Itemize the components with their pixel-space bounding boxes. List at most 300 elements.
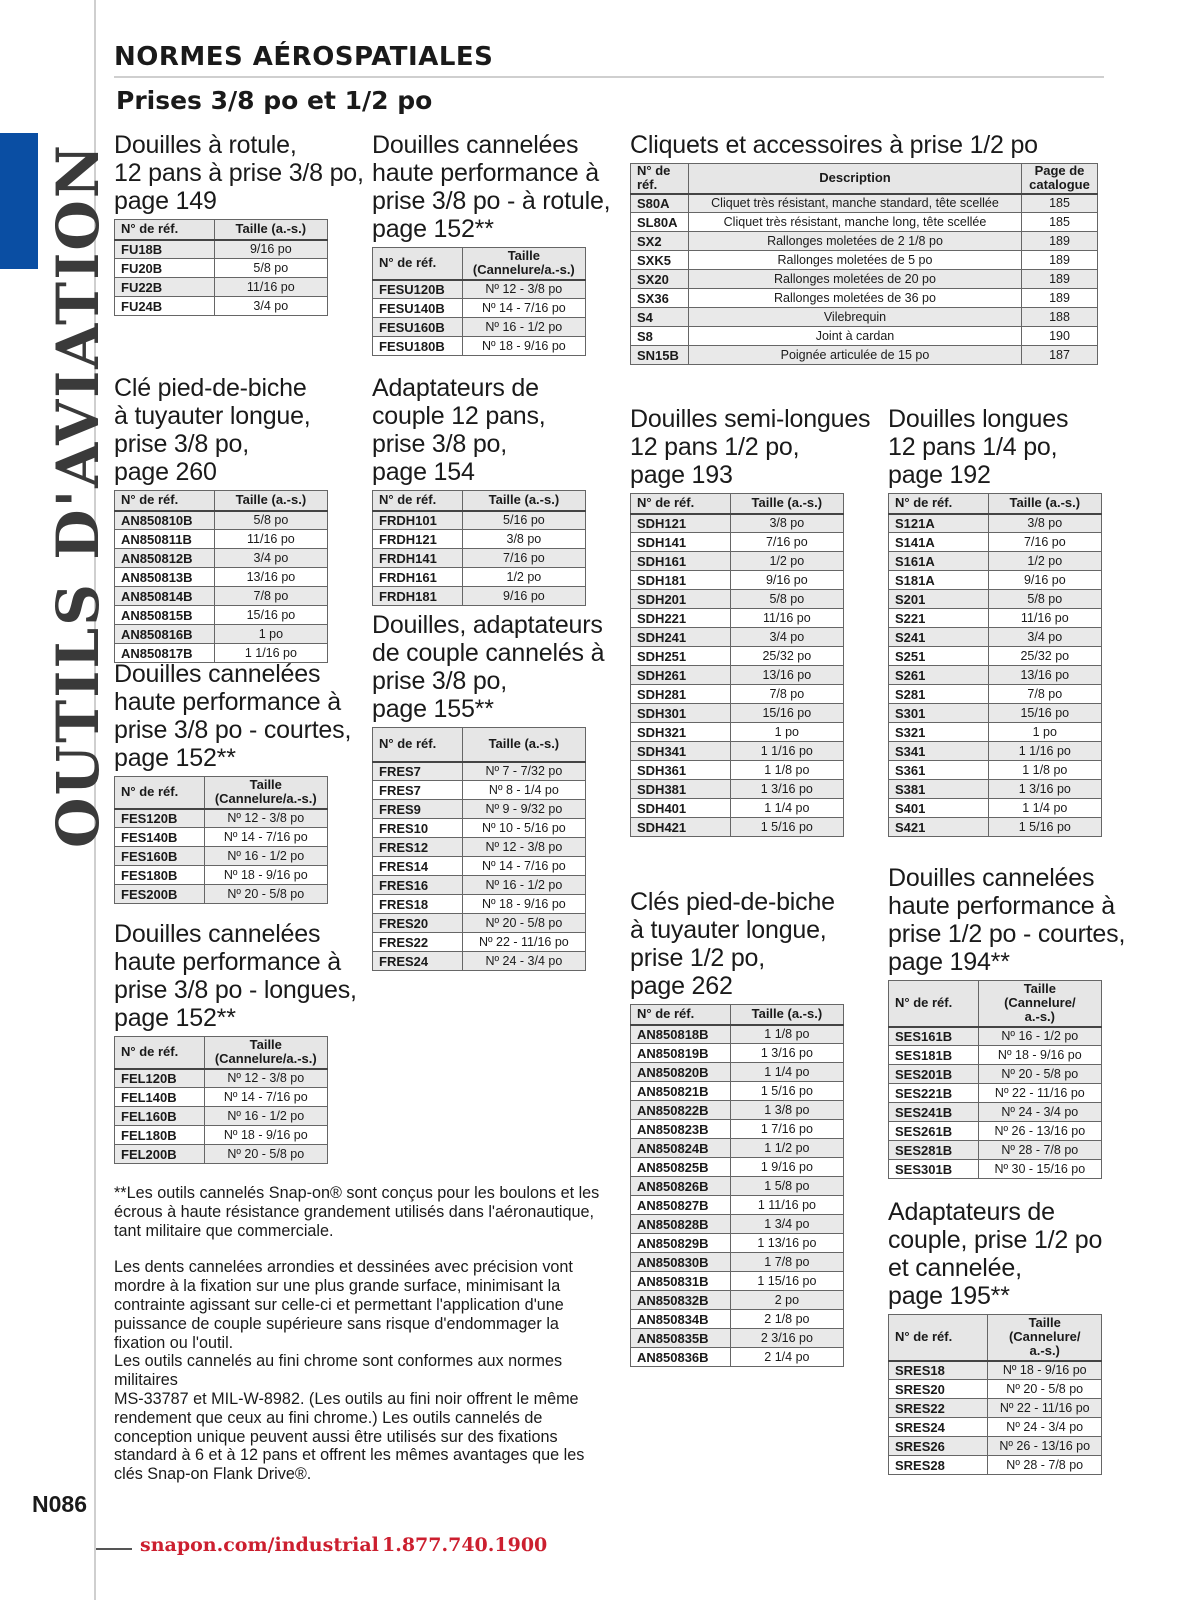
size-cell: Nº 22 - 11/16 po (978, 1084, 1101, 1103)
block-title (372, 131, 610, 243)
table-an38 (114, 490, 328, 663)
table-row (373, 511, 586, 530)
part-number-cell: S361 (889, 761, 989, 780)
block-title (630, 405, 870, 489)
block-an12 (630, 888, 844, 1367)
table-row (889, 1160, 1102, 1179)
table-row (631, 780, 844, 799)
part-number-cell: AN850830B (631, 1253, 731, 1272)
table-row (115, 1145, 328, 1164)
table-header-row (631, 164, 1098, 194)
table-row (889, 1065, 1102, 1084)
part-number-cell: FEL140B (115, 1088, 205, 1107)
part-number-cell: SL80A (631, 213, 689, 232)
part-number-cell: FU20B (115, 259, 215, 278)
size-cell: 7/8 po (988, 685, 1101, 704)
table-row (631, 232, 1098, 251)
part-number-cell: S381 (889, 780, 989, 799)
table-row (631, 1215, 844, 1234)
description-cell: Rallonges moletées de 2 1/8 po (688, 232, 1021, 251)
column-header (462, 491, 585, 511)
size-cell: 1 1/8 po (730, 761, 843, 780)
table-header-row (631, 1005, 844, 1025)
part-number-cell: AN850828B (631, 1215, 731, 1234)
part-number-cell: AN850832B (631, 1291, 731, 1310)
block-title (630, 888, 844, 1000)
table-row (631, 1310, 844, 1329)
table-row (889, 666, 1102, 685)
title-line: page 192 (888, 461, 991, 489)
table-row (631, 590, 844, 609)
title-line: haute performance à (114, 948, 341, 976)
table-row (889, 780, 1102, 799)
header-text: N° de réf. (121, 1044, 179, 1060)
table-row (631, 1234, 844, 1253)
header-text: Page de (1034, 163, 1085, 179)
size-cell: 3/4 po (730, 628, 843, 647)
part-number-cell: SN15B (631, 346, 689, 365)
part-number-cell: FRES10 (373, 819, 463, 838)
table-row (631, 1196, 844, 1215)
size-cell: 1 3/4 po (730, 1215, 843, 1234)
size-cell: Nº 18 - 9/16 po (462, 337, 585, 356)
block-fesu (372, 131, 610, 356)
description-cell: Vilebrequin (688, 308, 1021, 327)
catalog-page-cell: 188 (1022, 308, 1098, 327)
table-row (373, 800, 586, 819)
size-cell: 2 1/8 po (730, 1310, 843, 1329)
table-row (115, 549, 328, 568)
notes (114, 1184, 604, 1484)
part-number-cell: FRDH161 (373, 568, 463, 587)
part-number-cell: AN850817B (115, 644, 215, 663)
table-header-row (115, 491, 328, 511)
part-number-cell: S80A (631, 194, 689, 213)
header-divider (114, 76, 1104, 78)
part-number-cell: FES200B (115, 885, 205, 904)
part-number-cell: S421 (889, 818, 989, 837)
title-line: page 152** (114, 1004, 236, 1032)
part-number-cell: SDH301 (631, 704, 731, 723)
size-cell: Nº 20 - 5/8 po (462, 914, 585, 933)
table-row (889, 818, 1102, 837)
table-row (631, 289, 1098, 308)
size-cell: Nº 16 - 1/2 po (462, 318, 585, 337)
table-row (115, 240, 328, 259)
table-row (631, 818, 844, 837)
part-number-cell: SRES18 (889, 1361, 988, 1380)
table-row (631, 666, 844, 685)
size-cell: 1/2 po (988, 552, 1101, 571)
size-cell: Nº 20 - 5/8 po (988, 1380, 1102, 1399)
part-number-cell: SRES22 (889, 1399, 988, 1418)
block-s14 (888, 405, 1102, 837)
block-title (114, 374, 328, 486)
size-cell: 1 1/2 po (730, 1139, 843, 1158)
column-header (462, 248, 585, 280)
part-number-cell: FRES12 (373, 838, 463, 857)
part-number-cell: SX20 (631, 270, 689, 289)
part-number-cell: SDH381 (631, 780, 731, 799)
part-number-cell: FRES20 (373, 914, 463, 933)
table-row (889, 590, 1102, 609)
table-row (631, 1329, 844, 1348)
table-row (631, 685, 844, 704)
column-header (730, 1005, 843, 1025)
table-row (889, 685, 1102, 704)
part-number-cell: SDH121 (631, 514, 731, 533)
part-number-cell: SDH141 (631, 533, 731, 552)
part-number-cell: SDH181 (631, 571, 731, 590)
header-text: N° de réf. (379, 492, 437, 508)
title-line: à tuyauter longue, (114, 402, 311, 430)
part-number-cell: AN850820B (631, 1063, 731, 1082)
size-cell: Nº 22 - 11/16 po (462, 933, 585, 952)
title-line: Douilles longues (888, 405, 1069, 433)
description-cell: Cliquet très résistant, manche standard, tête scellée (688, 194, 1021, 213)
table-row (889, 1361, 1102, 1380)
part-number-cell: SES201B (889, 1065, 979, 1084)
size-cell: 1 3/8 po (730, 1101, 843, 1120)
part-number-cell: SDH221 (631, 609, 731, 628)
header-text: Taille (a.-s.) (751, 495, 823, 511)
part-number-cell: FES120B (115, 809, 205, 828)
block-ratchets (630, 131, 1098, 365)
column-header (889, 494, 989, 514)
table-row (631, 327, 1098, 346)
title-line: et cannelée, (888, 1254, 1022, 1282)
size-cell: Nº 24 - 3/4 po (988, 1418, 1102, 1437)
size-cell: 9/16 po (730, 571, 843, 590)
table-row (631, 1139, 844, 1158)
table-row (115, 847, 328, 866)
size-cell: 5/8 po (730, 590, 843, 609)
part-number-cell: SES281B (889, 1141, 979, 1160)
table-header-row (889, 494, 1102, 514)
part-number-cell: SRES24 (889, 1418, 988, 1437)
title-line: page 154 (372, 458, 475, 486)
part-number-cell: FEL200B (115, 1145, 205, 1164)
size-cell: 1 1/16 po (730, 742, 843, 761)
size-cell: 11/16 po (214, 530, 327, 549)
table-row (631, 571, 844, 590)
description-cell: Rallonges moletées de 36 po (688, 289, 1021, 308)
title-line: Douilles semi-longues (630, 405, 871, 433)
part-number-cell: FRDH121 (373, 530, 463, 549)
header-text: Taille (a.-s.) (1009, 495, 1081, 511)
table-frdh (372, 490, 586, 606)
header-text: N° de réf. (121, 221, 179, 237)
title-line: page 152** (372, 215, 494, 243)
size-cell: 1/2 po (462, 568, 585, 587)
size-cell: Nº 12 - 3/8 po (462, 838, 585, 857)
column-header (631, 164, 689, 194)
part-number-cell: FEL160B (115, 1107, 205, 1126)
part-number-cell: AN850814B (115, 587, 215, 606)
part-number-cell: S8 (631, 327, 689, 346)
size-cell: Nº 7 - 7/32 po (462, 762, 585, 781)
description-cell: Joint à cardan (688, 327, 1021, 346)
header-text: Taille (a.-s.) (235, 492, 307, 508)
block-an38 (114, 374, 328, 663)
footer-phone: 1.877.740.1900 (382, 1534, 548, 1556)
part-number-cell: SES241B (889, 1103, 979, 1122)
title-line: prise 3/8 po - courtes, (114, 716, 352, 744)
part-number-cell: FEL120B (115, 1069, 205, 1088)
size-cell: 15/16 po (214, 606, 327, 625)
part-number-cell: SRES20 (889, 1380, 988, 1399)
size-cell: Nº 16 - 1/2 po (462, 876, 585, 895)
catalog-page-cell: 189 (1022, 251, 1098, 270)
part-number-cell: S281 (889, 685, 989, 704)
part-number-cell: FRDH181 (373, 587, 463, 606)
table-row (373, 819, 586, 838)
vertical-section-title: OUTILS D'AVIATION (44, 143, 112, 848)
part-number-cell: SDH321 (631, 723, 731, 742)
table-row (115, 1126, 328, 1145)
header-text: N° de réf. (895, 995, 953, 1011)
table-row (373, 587, 586, 606)
part-number-cell: AN850827B (631, 1196, 731, 1215)
table-row (889, 1141, 1102, 1160)
block-sres (888, 1198, 1102, 1475)
table-row (115, 530, 328, 549)
header-text: (Cannelure/a.-s.) (214, 1051, 317, 1067)
size-cell: 1 5/16 po (730, 1082, 843, 1101)
part-number-cell: SES261B (889, 1122, 979, 1141)
part-number-cell: AN850823B (631, 1120, 731, 1139)
column-header (631, 1005, 731, 1025)
table-ses (888, 980, 1102, 1179)
part-number-cell: AN850813B (115, 568, 215, 587)
size-cell: 1/2 po (730, 552, 843, 571)
part-number-cell: S241 (889, 628, 989, 647)
block-title (888, 405, 1102, 489)
header-text: N° de réf. (637, 1006, 695, 1022)
table-row (631, 1291, 844, 1310)
catalog-page-cell: 190 (1022, 327, 1098, 346)
column-header (1022, 164, 1098, 194)
table-row (115, 259, 328, 278)
size-cell: 11/16 po (988, 609, 1101, 628)
column-header (688, 164, 1021, 194)
table-row (115, 297, 328, 316)
part-number-cell: FESU140B (373, 299, 463, 318)
table-row (373, 952, 586, 971)
title-line: de couple cannelés à (372, 639, 605, 667)
part-number-cell: S161A (889, 552, 989, 571)
part-number-cell: FRES7 (373, 762, 463, 781)
table-an12 (630, 1004, 844, 1367)
table-row (889, 647, 1102, 666)
header-text: N° de réf. (637, 495, 695, 511)
header-text: Taille (a.-s.) (235, 221, 307, 237)
part-number-cell: AN850819B (631, 1044, 731, 1063)
header-text: N° de réf. (637, 163, 671, 193)
table-row (373, 568, 586, 587)
part-number-cell: FRES24 (373, 952, 463, 971)
part-number-cell: FRES16 (373, 876, 463, 895)
size-cell: 1 7/8 po (730, 1253, 843, 1272)
part-number-cell: S341 (889, 742, 989, 761)
size-cell: 1 1/4 po (730, 1063, 843, 1082)
title-line: Douilles à rotule, (114, 131, 297, 159)
column-header (889, 981, 979, 1027)
table-row (631, 1025, 844, 1044)
part-number-cell: SX36 (631, 289, 689, 308)
header-text: (Cannelure/ (1008, 1329, 1081, 1345)
part-number-cell: SDH261 (631, 666, 731, 685)
header-text: Taille (249, 777, 282, 793)
table-row (115, 278, 328, 297)
header-text: N° de réf. (895, 1329, 953, 1345)
title-line: Adaptateurs de (888, 1198, 1055, 1226)
title-line: page 194** (888, 948, 1010, 976)
part-number-cell: S401 (889, 799, 989, 818)
table-row (889, 609, 1102, 628)
size-cell: 7/16 po (730, 533, 843, 552)
size-cell: 3/8 po (730, 514, 843, 533)
size-cell: 1 3/16 po (988, 780, 1101, 799)
size-cell: Nº 22 - 11/16 po (988, 1399, 1102, 1418)
block-ses (888, 864, 1125, 1179)
title-line: prise 3/8 po, (114, 430, 249, 458)
table-row (631, 1063, 844, 1082)
table-row (631, 346, 1098, 365)
part-number-cell: AN850818B (631, 1025, 731, 1044)
header-text: (Cannelure/ (1004, 995, 1076, 1011)
title-line: Clé pied-de-biche (114, 374, 307, 402)
part-number-cell: FRES22 (373, 933, 463, 952)
table-row (631, 628, 844, 647)
title-line: Adaptateurs de (372, 374, 539, 402)
part-number-cell: FRES7 (373, 781, 463, 800)
part-number-cell: AN850835B (631, 1329, 731, 1348)
catalog-page-cell: 189 (1022, 270, 1098, 289)
size-cell: 1 5/16 po (730, 818, 843, 837)
sidebar-accent-block (0, 133, 38, 269)
part-number-cell: AN850811B (115, 530, 215, 549)
size-cell: 1 3/16 po (730, 1044, 843, 1063)
header-text: Taille (507, 248, 540, 264)
part-number-cell: SRES26 (889, 1437, 988, 1456)
block-sdh (630, 405, 870, 837)
size-cell: Nº 8 - 1/4 po (462, 781, 585, 800)
part-number-cell: SES161B (889, 1027, 979, 1046)
title-line: prise 1/2 po, (630, 944, 765, 972)
size-cell: Nº 18 - 9/16 po (204, 866, 327, 885)
column-header (115, 491, 215, 511)
table-row (631, 308, 1098, 327)
size-cell: Nº 12 - 3/8 po (204, 1069, 327, 1088)
table-header-row (373, 491, 586, 511)
table-row (373, 318, 586, 337)
size-cell: Nº 20 - 5/8 po (978, 1065, 1101, 1084)
size-cell: 1 11/16 po (730, 1196, 843, 1215)
part-number-cell: AN850821B (631, 1082, 731, 1101)
part-number-cell: AN850810B (115, 511, 215, 530)
title-line: Douilles cannelées (114, 660, 321, 688)
title-line: couple, prise 1/2 po (888, 1226, 1103, 1254)
size-cell: 7/8 po (214, 587, 327, 606)
header-text: N° de réf. (895, 495, 953, 511)
size-cell: 13/16 po (988, 666, 1101, 685)
size-cell: 1 po (214, 625, 327, 644)
size-cell: 11/16 po (730, 609, 843, 628)
title-line: haute performance à (372, 159, 599, 187)
table-row (373, 762, 586, 781)
part-number-cell: FU22B (115, 278, 215, 297)
part-number-cell: SDH161 (631, 552, 731, 571)
part-number-cell: FEL180B (115, 1126, 205, 1145)
table-row (889, 514, 1102, 533)
header-text: N° de réf. (379, 255, 437, 271)
table-row (889, 552, 1102, 571)
column-header (115, 777, 205, 809)
part-number-cell: FRES18 (373, 895, 463, 914)
table-row (631, 1044, 844, 1063)
table-row (115, 625, 328, 644)
block-fu (114, 131, 364, 316)
table-row (115, 606, 328, 625)
size-cell: 1 13/16 po (730, 1234, 843, 1253)
title-line: Clés pied-de-biche (630, 888, 835, 916)
title-line: prise 3/8 po - longues, (114, 976, 357, 1004)
table-row (373, 838, 586, 857)
title-line: page 260 (114, 458, 217, 486)
column-header (115, 1037, 205, 1069)
part-number-cell: S251 (889, 647, 989, 666)
size-cell: 2 3/16 po (730, 1329, 843, 1348)
footer-url-link[interactable]: snapon.com/industrial (140, 1534, 379, 1556)
part-number-cell: S181A (889, 571, 989, 590)
part-number-cell: FESU160B (373, 318, 463, 337)
table-row (631, 514, 844, 533)
table-row (631, 609, 844, 628)
block-title (372, 374, 586, 486)
header-text: Description (819, 170, 891, 186)
part-number-cell: S121A (889, 514, 989, 533)
table-row (631, 704, 844, 723)
table-row (373, 549, 586, 568)
size-cell: Nº 16 - 1/2 po (978, 1027, 1101, 1046)
part-number-cell: FRDH141 (373, 549, 463, 568)
part-number-cell: FES140B (115, 828, 205, 847)
catalog-page-cell: 185 (1022, 194, 1098, 213)
size-cell: 11/16 po (214, 278, 327, 297)
table-row (373, 781, 586, 800)
size-cell: Nº 18 - 9/16 po (204, 1126, 327, 1145)
part-number-cell: SES301B (889, 1160, 979, 1179)
note-paragraph: MS-33787 et MIL-W-8982. (Les outils au fini noir offrent le même rendement que ceux au fini chrome.) Les outils cannelés de conception unique peuvent aussi être utilisés sur des fixations standard à 6 et à 12 pans et offrent les mêmes avantages que les clés Snap-on Flank Drive®. (114, 1389, 585, 1484)
column-header (115, 220, 215, 240)
table-header-row (115, 1037, 328, 1069)
table-row (373, 914, 586, 933)
part-number-cell: FU24B (115, 297, 215, 316)
part-number-cell: FU18B (115, 240, 215, 259)
part-number-cell: AN850816B (115, 625, 215, 644)
table-header-row (889, 1315, 1102, 1361)
size-cell: 25/32 po (730, 647, 843, 666)
catalog-page-cell: 185 (1022, 213, 1098, 232)
column-header (631, 494, 731, 514)
title-line: 12 pans 1/4 po, (888, 433, 1058, 461)
column-header (889, 1315, 988, 1361)
header-text: N° de réf. (121, 784, 179, 800)
part-number-cell: FRES14 (373, 857, 463, 876)
table-header-row (373, 248, 586, 280)
section-title: NORMES AÉROSPATIALES (114, 42, 494, 72)
